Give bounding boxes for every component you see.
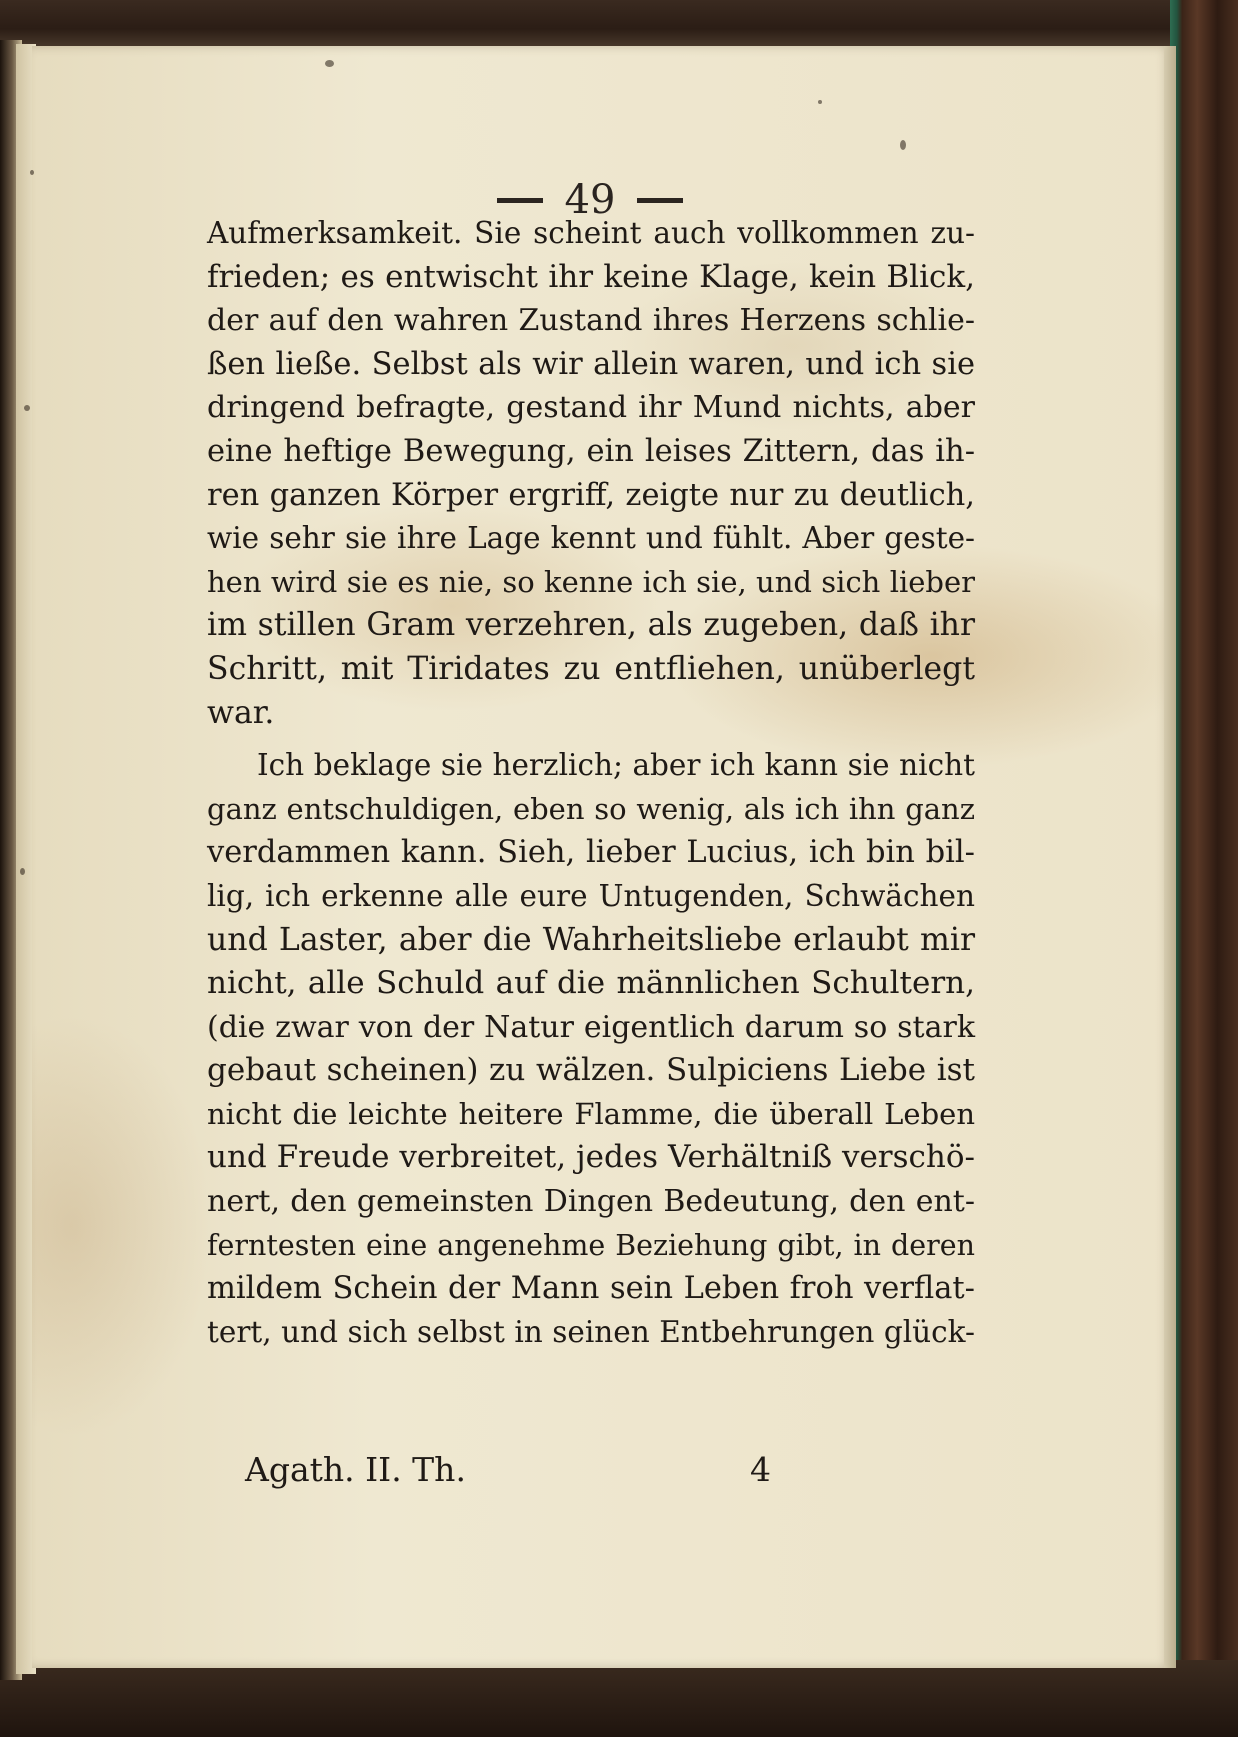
text-line: tert, und sich selbst in seinen Entbehrungen glück-	[207, 1314, 975, 1349]
book-binding-top	[0, 0, 1238, 48]
text-line: Aufmerksamkeit. Sie scheint auch vollkommen zu-	[207, 216, 975, 250]
text-line: frieden; es entwischt ihr keine Klage, kein Blick,	[207, 258, 975, 295]
paper-speck	[30, 170, 34, 175]
text-line: ßen ließe. Selbst als wir allein waren, und ich sie	[207, 346, 975, 382]
paper-speck	[20, 868, 25, 875]
text-line: lig, ich erkenne alle eure Untugenden, Schwächen	[207, 878, 975, 913]
sheet-number: 4	[750, 1450, 771, 1489]
text-line: Schritt, mit Tiridates zu entfliehen, unüberlegt	[207, 650, 975, 687]
text-line: gebaut scheinen) zu wälzen. Sulpiciens Liebe ist	[207, 1052, 975, 1089]
book-binding-bottom	[0, 1660, 1238, 1737]
paper-speck	[24, 405, 30, 411]
text-line: mildem Schein der Mann sein Leben froh verflat-	[207, 1271, 975, 1307]
text-line: wie sehr sie ihre Lage kennt und fühlt. Aber geste-	[207, 521, 975, 556]
paper-speck	[325, 60, 334, 67]
text-line: nicht, alle Schuld auf die männlichen Schultern,	[207, 965, 975, 1002]
page-footer	[245, 1450, 785, 1495]
text-line: und Freude verbreitet, jedes Verhältniß verschö-	[207, 1139, 975, 1176]
body-text	[207, 212, 975, 1354]
text-line: hen wird sie es nie, so kenne ich sie, und sich lieber	[207, 564, 975, 599]
book-cover-right	[1170, 0, 1238, 1737]
text-line: verdammen kann. Sieh, lieber Lucius, ich bin bil-	[207, 835, 975, 871]
text-line: dringend befragte, gestand ihr Mund nichts, aber	[207, 390, 975, 426]
text-line: und Laster, aber die Wahrheitsliebe erlaubt mir	[207, 921, 975, 958]
text-line: nert, den gemeinsten Dingen Bedeutung, den ent-	[207, 1184, 975, 1220]
paper-speck	[900, 140, 906, 150]
page-fore-edge	[1164, 46, 1176, 1668]
text-line: eine heftige Bewegung, ein leises Zittern, das ih-	[207, 433, 975, 469]
header-dash-left	[497, 198, 543, 203]
text-line: Ich beklage sie herzlich; aber ich kann sie nicht	[257, 748, 975, 783]
text-line: ren ganzen Körper ergriff, zeigte nur zu deutlich,	[207, 477, 975, 513]
page-number: 49	[564, 177, 616, 223]
text-line: war.	[207, 694, 275, 731]
text-line: im stillen Gram verzehren, als zugeben, daß ihr	[207, 607, 975, 644]
text-line: ferntesten eine angenehme Beziehung gibt, in deren	[207, 1228, 975, 1262]
header-dash-right	[637, 198, 683, 203]
text-line: (die zwar von der Natur eigentlich darum so stark	[207, 1009, 975, 1045]
text-line: ganz entschuldigen, eben so wenig, als ich ihn ganz	[207, 791, 975, 826]
text-line: der auf den wahren Zustand ihres Herzens schlie-	[207, 303, 975, 339]
paragraph-break	[207, 735, 975, 744]
text-line: nicht die leichte heitere Flamme, die überall Leben	[207, 1096, 975, 1131]
paper-speck	[818, 100, 822, 104]
signature-mark: Agath. II. Th.	[245, 1450, 466, 1489]
